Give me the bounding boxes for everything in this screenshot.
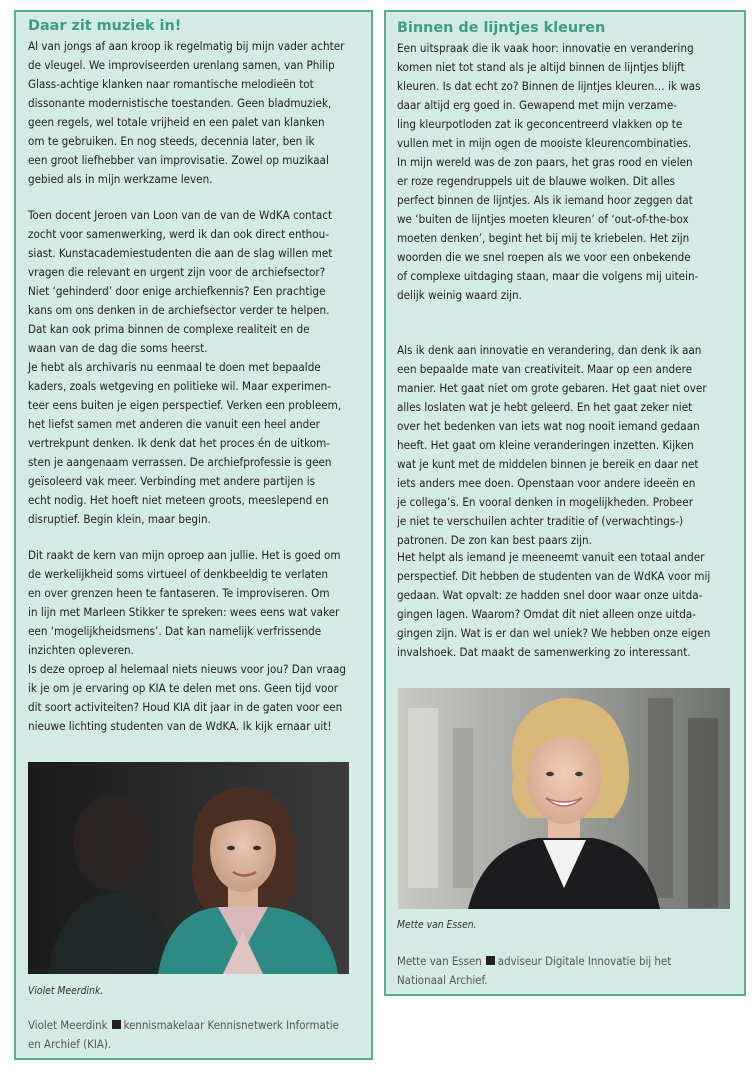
text-line: vullen met in mijn ogen de mooiste kleurencombinaties. [397, 136, 692, 150]
text-line: echt nodig. Het hoeft niet meteen groots, meeslepend en [28, 493, 329, 507]
text-line: moeten denken’, begint het bij mij te kriebelen. Het zijn [397, 231, 690, 245]
square-bullet-icon [112, 1020, 121, 1029]
right-paragraph-3 [397, 548, 710, 662]
text-line: sten je aangenaam verrassen. De archiefprofessie is geen [28, 455, 332, 469]
text-line: perspectief. Dit hebben de studenten van de WdKA voor mij [397, 569, 711, 583]
left-photo-caption: Violet Meerdink. [28, 985, 104, 997]
text-line: Als ik denk aan innovatie en verandering, dan denk ik aan [397, 343, 702, 357]
text-line: om te gebruiken. En nog steeds, decennia later, ben ik [28, 134, 315, 148]
left-article-title: Daar zit muziek in! [28, 18, 182, 34]
text-line: je collega’s. En vooral denken in mogelijkheden. Probeer [397, 495, 693, 509]
text-line: Toen docent Jeroen van Loon van de van de WdKA contact [28, 208, 333, 222]
text-line: Is deze oproep al helemaal niets nieuws voor jou? Dan vraag [28, 662, 347, 676]
text-line: er roze regendruppels uit de blauwe wolken. Dit alles [397, 174, 676, 188]
right-byline-role-cont: Nationaal Archief. [397, 973, 488, 987]
text-line: kaders, zoals wetgeving en politieke wil. Maar experimen- [28, 379, 332, 393]
text-line: komen niet tot stand als je altijd binnen de lijntjes blijft [397, 60, 685, 74]
text-line: gebied als in mijn werkzame leven. [28, 172, 213, 186]
text-line: de werkelijkheid soms virtueel of denkbeeldig te verlaten [28, 567, 329, 581]
text-line: delijk weinig waard zijn. [397, 288, 522, 302]
text-line: gingen zijn. Wat is er dan wel uniek? We hebben onze eigen [397, 626, 711, 640]
text-line: een ‘mogelijkheidsmens’. Dat kan namelijk verfrissende [28, 624, 322, 638]
right-paragraph-1 [397, 39, 701, 305]
right-byline-name: Mette van Essen [397, 954, 482, 968]
text-line: invalshoek. Dat maakt de samenwerking zo interessant. [397, 645, 691, 659]
text-line: of complexe uitdaging staan, maar die volgens mij uitein- [397, 269, 699, 283]
text-line: ling kleurpotloden zat ik geconcentreerd vlakken op te [397, 117, 683, 131]
text-line: Glass-achtige klanken naar romantische melodieën tot [28, 77, 314, 91]
text-line: Dat kan ook prima binnen de complexe realiteit en de [28, 322, 310, 336]
text-line: het liefst samen met anderen die vanuit een heel ander [28, 417, 320, 431]
text-line: patronen. De zon kan best paars zijn. [397, 533, 592, 547]
right-photo-caption: Mette van Essen. [397, 919, 477, 931]
text-line: geïsoleerd vak meer. Verbinding met andere partijen is [28, 474, 316, 488]
text-line: vragen die relevant en urgent zijn voor de archiefsector? [28, 265, 326, 279]
right-paragraph-2 [397, 341, 707, 550]
text-line: woorden die we snel roepen als we voor een onbekende [397, 250, 691, 264]
text-line: Het helpt als iemand je meeneemt vanuit een totaal ander [397, 550, 705, 564]
text-line: waan van de dag die soms heerst. [28, 341, 208, 355]
text-line: manier. Het gaat niet om grote gebaren. Het gaat niet over [397, 381, 707, 395]
left-byline-role-cont: en Archief (KIA). [28, 1037, 112, 1051]
text-line: een bepaalde mate van creativiteit. Maar op een andere [397, 362, 693, 376]
text-line: in lijn met Marleen Stikker te spreken: wees eens wat vaker [28, 605, 340, 619]
right-article-title: Binnen de lijntjes kleuren [397, 20, 606, 36]
text-line: disruptief. Begin klein, maar begin. [28, 512, 211, 526]
text-line: daar altijd erg goed in. Gewapend met mijn verzame- [397, 98, 678, 112]
square-bullet-icon [486, 956, 495, 965]
text-line: Niet ‘gehinderd’ door enige archiefkennis? Een prachtige [28, 284, 326, 298]
photo-violet-meerdink [28, 762, 349, 974]
text-line: inzichten opleveren. [28, 643, 134, 657]
text-line: gingen lagen. Waarom? Omdat dit niet alleen onze uitda- [397, 607, 697, 621]
text-line: en over grenzen heen te fantaseren. Te improviseren. Om [28, 586, 330, 600]
text-line: heeft. Het gaat om kleine veranderingen inzetten. Kijken [397, 438, 694, 452]
text-line: nieuwe lichting studenten van de WdKA. Ik kijk ernaar uit! [28, 719, 332, 733]
text-line: vertrekpunt denken. Ik denk dat het proces én de uitkom- [28, 436, 331, 450]
text-line: geen regels, wel totale vrijheid en een palet van klanken [28, 115, 325, 129]
text-line: alles loslaten wat je hebt geleerd. En het gaat zeker niet [397, 400, 693, 414]
text-line: dissonante modernistische toestanden. Geen bladmuziek, [28, 96, 332, 110]
text-line: kans om ons denken in de archiefsector verder te helpen. [28, 303, 330, 317]
text-line: siast. Kunstacademiestudenten die aan de slag willen met [28, 246, 333, 260]
text-line: een groot liefhebber van improvisatie. Zowel op muzikaal [28, 153, 329, 167]
photo-mette-van-essen [398, 688, 730, 909]
text-line: gedaan. Wat opvalt: ze hadden snel door waar onze uitda- [397, 588, 703, 602]
left-paragraph-2 [28, 206, 341, 529]
left-paragraph-3 [28, 546, 346, 736]
left-paragraph-1 [28, 37, 344, 189]
text-line: kleuren. Is dat echt zo? Binnen de lijntjes kleuren… ik was [397, 79, 701, 93]
text-line: wat je kunt met de middelen binnen je bereik en daar net [397, 457, 699, 471]
text-line: Een uitspraak die ik vaak hoor: innovatie en verandering [397, 41, 694, 55]
text-line: ik je om je ervaring op KIA te delen met ons. Geen tijd voor [28, 681, 339, 695]
text-line: In mijn wereld was de zon paars, het gras rood en vielen [397, 155, 693, 169]
text-line: iets anders mee doen. Openstaan voor andere ideeën en [397, 476, 696, 490]
text-line: je niet te verschuilen achter traditie of (verwachtings-) [397, 514, 684, 528]
left-byline [28, 1016, 339, 1054]
text-line: Dit raakt de kern van mijn oproep aan jullie. Het is goed om [28, 548, 341, 562]
text-line: teer eens buiten je eigen perspectief. Verken een probleem, [28, 398, 342, 412]
text-line: zocht voor samenwerking, werd ik dan ook direct enthou- [28, 227, 330, 241]
text-line: Al van jongs af aan kroop ik regelmatig bij mijn vader achter [28, 39, 345, 53]
text-line: Je hebt als archivaris nu eenmaal te doen met bepaalde [28, 360, 321, 374]
text-line: over het bedenken van iets wat nog nooit iemand gedaan [397, 419, 700, 433]
text-line: we ‘buiten de lijntjes moeten kleuren’ of ‘out-of-the-box [397, 212, 689, 226]
text-line: perfect binnen de lijntjes. Als ik iemand hoor zeggen dat [397, 193, 693, 207]
text-line: de vleugel. We improviseerden urenlang samen, van Philip [28, 58, 335, 72]
left-byline-role: kennismakelaar Kennisnetwerk Informatie [123, 1018, 339, 1032]
right-byline [397, 952, 671, 990]
left-byline-name: Violet Meerdink [28, 1018, 108, 1032]
right-byline-role: adviseur Digitale Innovatie bij het [497, 954, 672, 968]
text-line: dit soort activiteiten? Houd KIA dit jaar in de gaten voor een [28, 700, 343, 714]
